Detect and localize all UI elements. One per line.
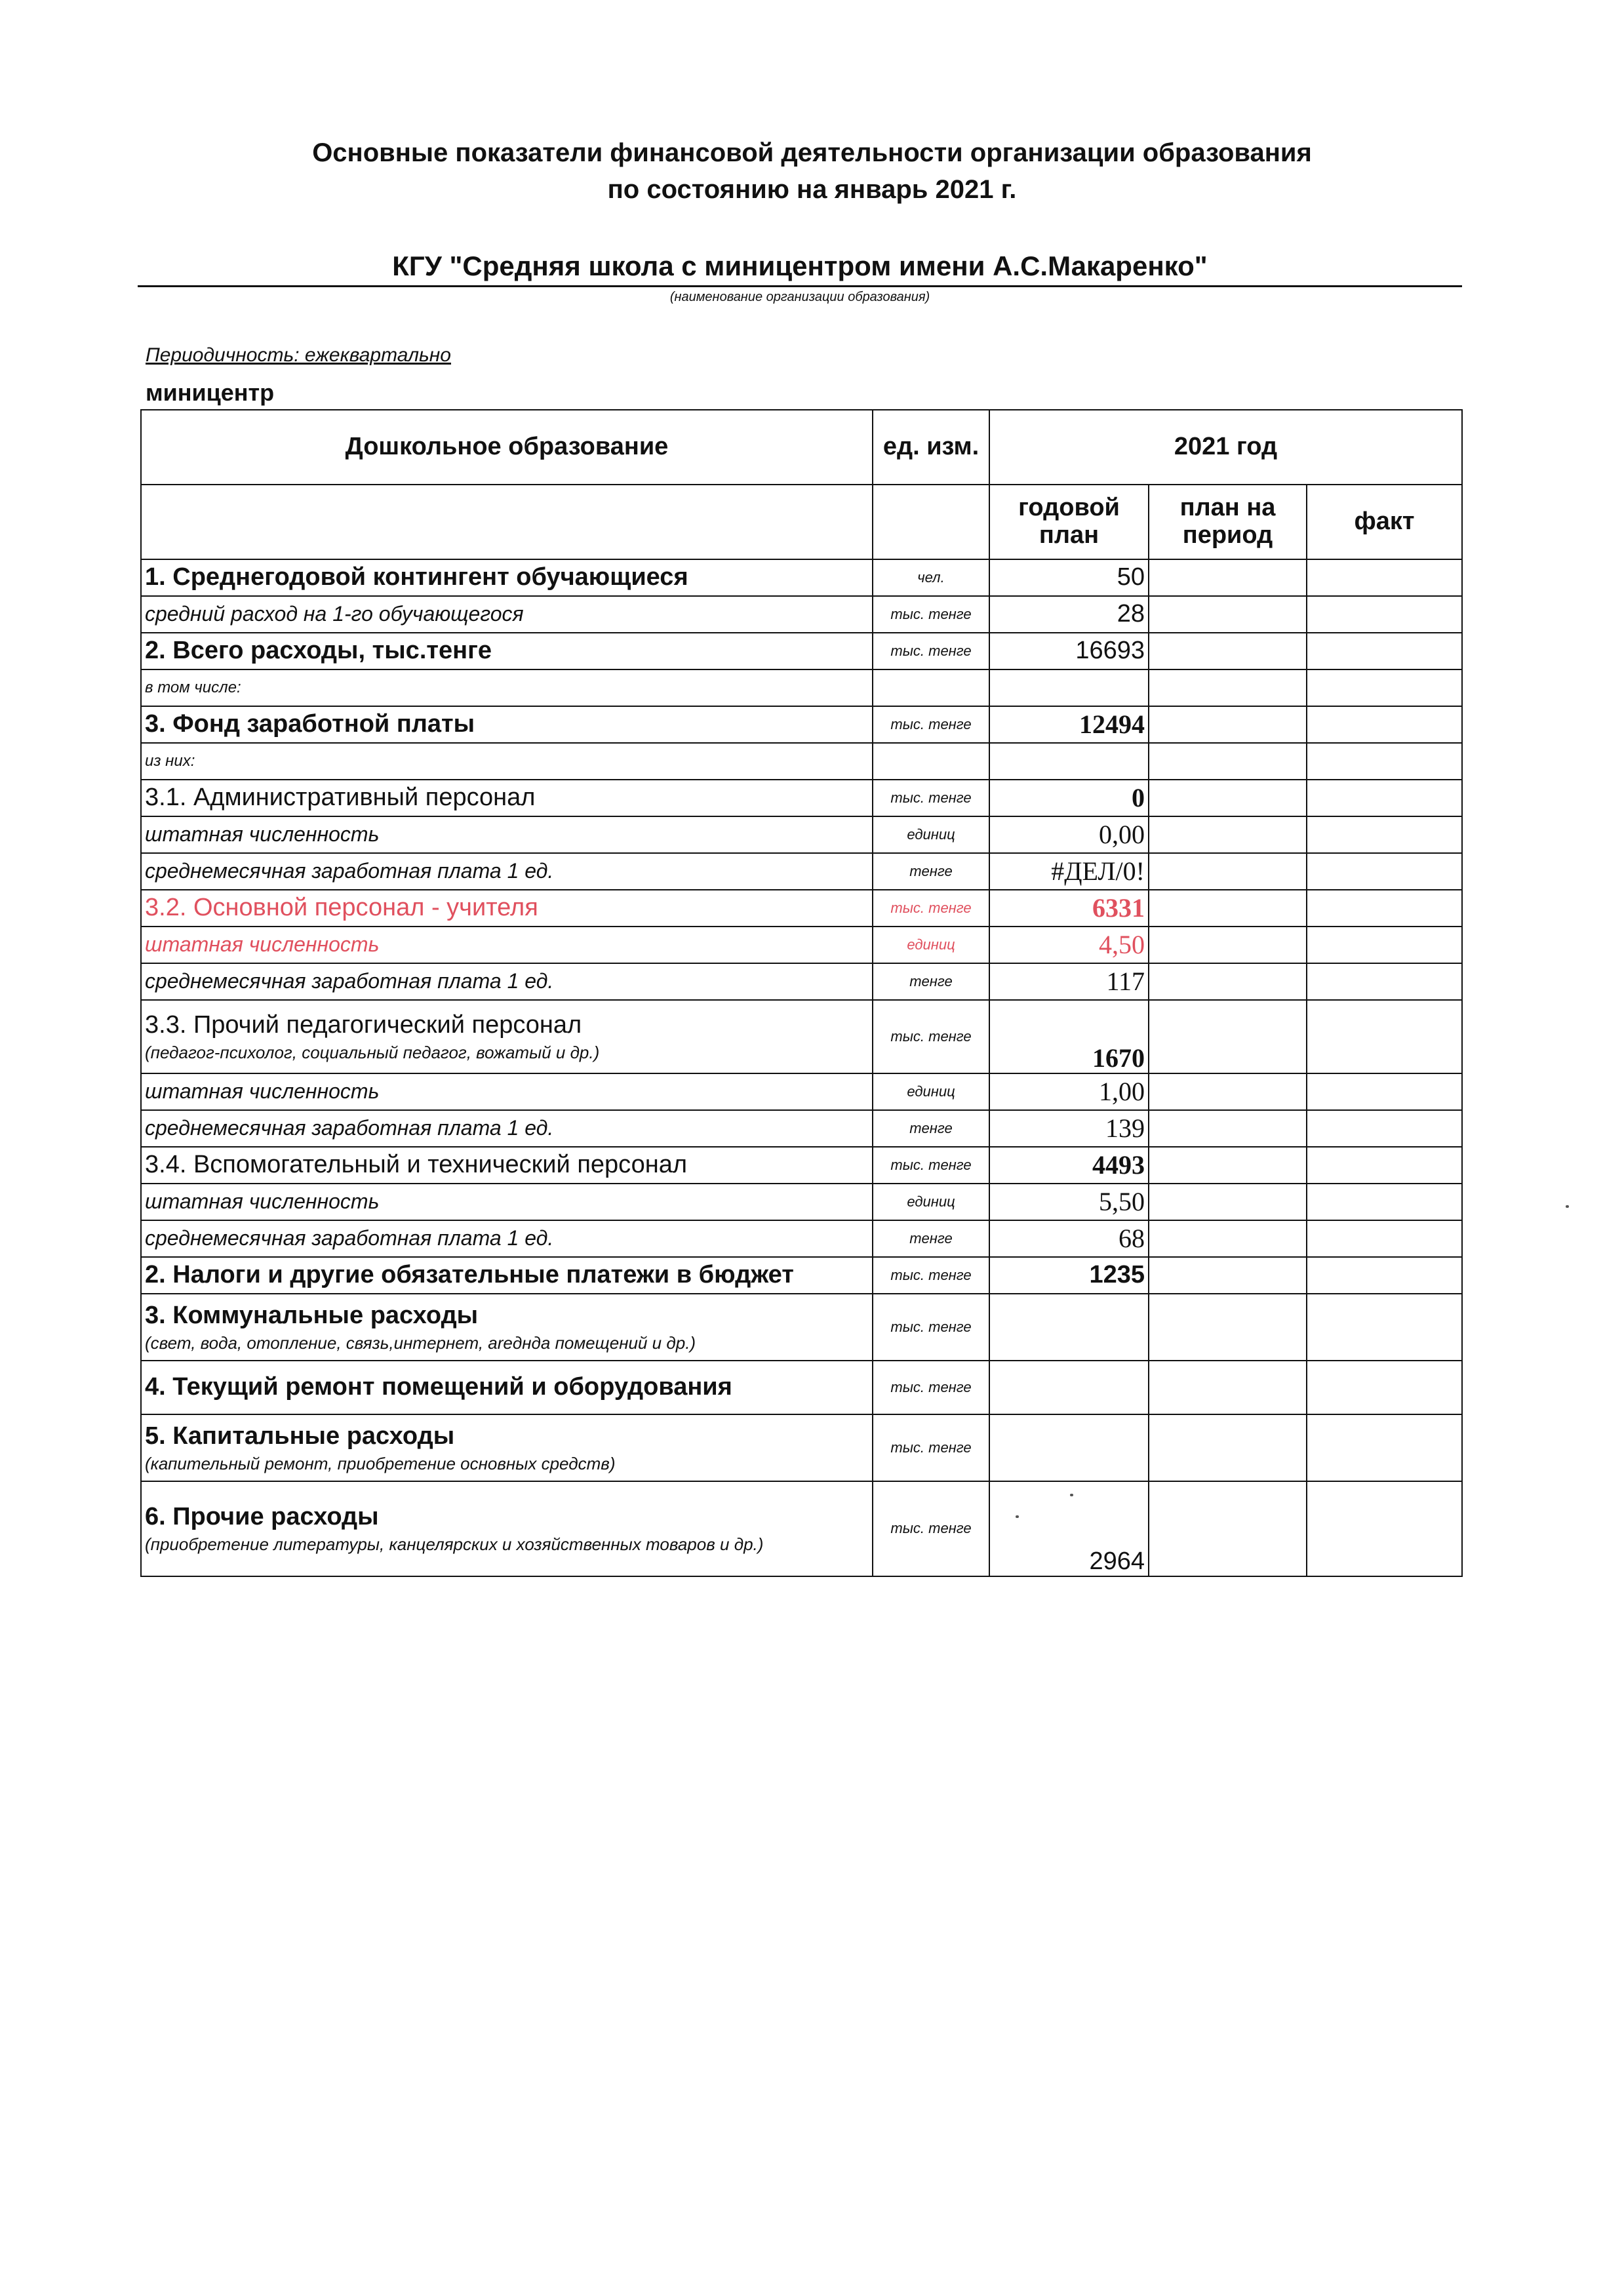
fact-value [1307, 633, 1462, 669]
unit-cell: тыс. тенге [873, 706, 989, 743]
unit-cell: тенге [873, 1220, 989, 1257]
table-row [141, 1073, 1462, 1110]
planned-annual-value: 5,50 [989, 1184, 1149, 1220]
fact-value [1307, 1294, 1462, 1361]
fact-value [1307, 1110, 1462, 1147]
row-label-cell [141, 1361, 873, 1414]
planned-annual-value: 28 [989, 596, 1149, 633]
row-label-cell [141, 596, 873, 633]
planned-annual-value: 117 [989, 963, 1149, 1000]
fact-value [1307, 1361, 1462, 1414]
row-sublabel: (приобретение литературы, канцелярских и хозяйственных товаров и др.) [145, 1534, 764, 1555]
planned-annual-value [989, 669, 1149, 706]
row-label-cell [141, 1184, 873, 1220]
planned-annual-value [989, 1414, 1149, 1481]
unit-cell: единиц [873, 927, 989, 963]
row-sublabel: (педагог-психолог, социальный педагог, вожатый и др.) [145, 1042, 600, 1062]
planned-period-value [1149, 1257, 1307, 1294]
planned-annual-value: 4493 [989, 1147, 1149, 1184]
planned-period-value [1149, 853, 1307, 890]
row-label-cell [141, 1220, 873, 1257]
unit-cell [873, 743, 989, 780]
planned-period-header [1149, 485, 1307, 559]
row-label: 3.2. Основной персонал - учителя [145, 894, 538, 922]
planned-period-value [1149, 1294, 1307, 1361]
row-label-cell [141, 1073, 873, 1110]
unit-cell: тыс. тенге [873, 1414, 989, 1481]
row-label: 3. Коммунальные расходы [145, 1301, 479, 1329]
fact-value [1307, 1073, 1462, 1110]
table-row [141, 1361, 1462, 1414]
table-row [141, 743, 1462, 780]
planned-period-value [1149, 1481, 1307, 1576]
unit-cell: чел. [873, 559, 989, 596]
unit-cell: тыс. тенге [873, 633, 989, 669]
title-line-2: по состоянию на январь 2021 г. [607, 175, 1017, 204]
unit-cell: тенге [873, 1110, 989, 1147]
planned-period-value [1149, 1361, 1307, 1414]
organization-underline [138, 285, 1462, 287]
row-label: 3.3. Прочий педагогический персонал [145, 1010, 582, 1039]
fact-value [1307, 596, 1462, 633]
scan-speck [1566, 1205, 1569, 1208]
planned-annual-value: #ДЕЛ/0! [989, 853, 1149, 890]
planned-annual-value [989, 1361, 1149, 1414]
planned-period-value [1149, 596, 1307, 633]
planned-period-value [1149, 633, 1307, 669]
planned-period-value [1149, 1000, 1307, 1073]
table-row [141, 1294, 1462, 1361]
row-label-cell [141, 1110, 873, 1147]
planned-period-value [1149, 890, 1307, 927]
fact-value [1307, 706, 1462, 743]
planned-period-value [1149, 559, 1307, 596]
table-row [141, 927, 1462, 963]
row-label: среднемесячная заработная плата 1 ед. [145, 1116, 554, 1140]
document-title [0, 134, 1624, 208]
fact-value [1307, 1220, 1462, 1257]
table-row [141, 890, 1462, 927]
row-label: штатная численность [145, 1079, 380, 1104]
title-line-1: Основные показатели финансовой деятельности организации образования [312, 138, 1312, 167]
row-label: средний расход на 1-го обучающегося [145, 602, 524, 626]
table-row [141, 853, 1462, 890]
table-row [141, 816, 1462, 853]
empty-header-cell [141, 485, 873, 559]
table-row [141, 1414, 1462, 1481]
section-label: миницентр [146, 379, 275, 406]
row-label: 5. Капитальные расходы [145, 1422, 455, 1450]
year-column-header: 2021 год [989, 410, 1462, 485]
unit-cell: тыс. тенге [873, 1147, 989, 1184]
planned-annual-value: 4,50 [989, 927, 1149, 963]
scan-speck [1016, 1515, 1019, 1518]
table-header-row [141, 410, 1462, 485]
planned-annual-value: 0 [989, 780, 1149, 816]
fact-value [1307, 890, 1462, 927]
organization-name: КГУ "Средняя школа с миницентром имени А.С.Макаренко" [392, 250, 1208, 281]
row-label-cell [141, 927, 873, 963]
planned-period-value [1149, 1073, 1307, 1110]
table-row [141, 669, 1462, 706]
row-label: среднемесячная заработная плата 1 ед. [145, 859, 554, 883]
table-row [141, 1481, 1462, 1576]
row-label-cell [141, 743, 873, 780]
table-subheader-row [141, 485, 1462, 559]
planned-period-value [1149, 669, 1307, 706]
unit-cell: тыс. тенге [873, 890, 989, 927]
unit-cell: тыс. тенге [873, 1481, 989, 1576]
unit-cell: тенге [873, 963, 989, 1000]
table-row [141, 633, 1462, 669]
row-label-cell [141, 890, 873, 927]
planned-annual-value: 1,00 [989, 1073, 1149, 1110]
row-label: среднемесячная заработная плата 1 ед. [145, 969, 554, 993]
row-label-cell [141, 853, 873, 890]
table-row [141, 706, 1462, 743]
table-row [141, 1110, 1462, 1147]
planned-annual-value: 68 [989, 1220, 1149, 1257]
fact-value [1307, 1414, 1462, 1481]
row-label-cell [141, 559, 873, 596]
row-label: 6. Прочие расходы [145, 1503, 379, 1531]
planned-period-value [1149, 1184, 1307, 1220]
unit-cell [873, 669, 989, 706]
row-label-cell [141, 1481, 873, 1576]
fact-value [1307, 1147, 1462, 1184]
row-label: 3. Фонд заработной платы [145, 710, 475, 738]
unit-cell: тыс. тенге [873, 1294, 989, 1361]
row-label: штатная численность [145, 932, 380, 957]
planned-period-value [1149, 816, 1307, 853]
planned-period-value [1149, 743, 1307, 780]
row-label-cell [141, 1000, 873, 1073]
row-label: 3.1. Административный персонал [145, 784, 536, 812]
row-label-cell [141, 963, 873, 1000]
table-row [141, 1220, 1462, 1257]
planned-period-value [1149, 1414, 1307, 1481]
planned-period-value [1149, 780, 1307, 816]
planned-annual-header [989, 485, 1149, 559]
row-label-cell [141, 669, 873, 706]
fact-value [1307, 927, 1462, 963]
planned-period-value [1149, 927, 1307, 963]
row-sublabel: (свет, вода, отопление, связь,интернет, areднда помещений и др.) [145, 1332, 696, 1353]
planned-period-value [1149, 1147, 1307, 1184]
row-label: 3.4. Вспомогательный и технический персонал [145, 1151, 688, 1179]
row-label-cell [141, 816, 873, 853]
fact-value [1307, 1184, 1462, 1220]
column-title: Дошкольное образование [141, 410, 873, 485]
planned-period-line-2: период [1182, 521, 1273, 549]
planned-period-value [1149, 963, 1307, 1000]
row-label-cell [141, 1147, 873, 1184]
fact-value [1307, 853, 1462, 890]
fact-header: факт [1307, 485, 1462, 559]
row-label: 2. Всего расходы, тыс.тенге [145, 637, 492, 665]
table-row [141, 1257, 1462, 1294]
planned-annual-value: 1670 [989, 1000, 1149, 1073]
table-row [141, 780, 1462, 816]
table-row [141, 596, 1462, 633]
planned-period-value [1149, 1110, 1307, 1147]
table-row [141, 1000, 1462, 1073]
organization-caption: (наименование организации образования) [669, 290, 930, 304]
fact-value [1307, 780, 1462, 816]
scan-speck [1070, 1494, 1073, 1496]
planned-annual-line-1: годовой [1018, 494, 1120, 522]
fact-value [1307, 1000, 1462, 1073]
fact-value [1307, 1257, 1462, 1294]
unit-cell: единиц [873, 816, 989, 853]
row-label-cell [141, 780, 873, 816]
row-label: среднемесячная заработная плата 1 ед. [145, 1226, 554, 1250]
empty-header-cell [873, 485, 989, 559]
planned-annual-value: 0,00 [989, 816, 1149, 853]
planned-annual-value: 16693 [989, 633, 1149, 669]
row-label: штатная численность [145, 822, 380, 847]
planned-annual-value: 2964 [989, 1481, 1149, 1576]
unit-cell: тенге [873, 853, 989, 890]
unit-cell: тыс. тенге [873, 1361, 989, 1414]
planned-annual-value [989, 743, 1149, 780]
row-label-cell [141, 706, 873, 743]
row-label-cell [141, 1294, 873, 1361]
row-label-cell [141, 1257, 873, 1294]
table-row [141, 559, 1462, 596]
row-label: из них: [145, 751, 195, 770]
table-row [141, 1184, 1462, 1220]
planned-annual-value [989, 1294, 1149, 1361]
fact-value [1307, 816, 1462, 853]
table-row [141, 963, 1462, 1000]
row-sublabel: (капительный ремонт, приобретение основных средств) [145, 1453, 616, 1473]
fact-value [1307, 963, 1462, 1000]
planned-annual-line-2: план [1039, 521, 1099, 549]
row-label: 4. Текущий ремонт помещений и оборудования [145, 1373, 732, 1401]
unit-cell: единиц [873, 1073, 989, 1110]
row-label-cell [141, 1414, 873, 1481]
planned-period-value [1149, 1220, 1307, 1257]
unit-cell: тыс. тенге [873, 596, 989, 633]
fact-value [1307, 1481, 1462, 1576]
unit-cell: тыс. тенге [873, 780, 989, 816]
planned-annual-value: 12494 [989, 706, 1149, 743]
fact-value [1307, 669, 1462, 706]
row-label: штатная численность [145, 1189, 380, 1214]
fact-value [1307, 743, 1462, 780]
row-label: в том числе: [145, 678, 241, 696]
planned-annual-value: 139 [989, 1110, 1149, 1147]
row-label: 1. Среднегодовой контингент обучающиеся [145, 563, 688, 591]
planned-annual-value: 6331 [989, 890, 1149, 927]
financial-table [140, 409, 1463, 1577]
row-label-cell [141, 633, 873, 669]
planned-annual-value: 50 [989, 559, 1149, 596]
fact-value [1307, 559, 1462, 596]
planned-period-value [1149, 706, 1307, 743]
unit-cell: тыс. тенге [873, 1257, 989, 1294]
planned-annual-value: 1235 [989, 1257, 1149, 1294]
row-label: 2. Налоги и другие обязательные платежи в бюджет [145, 1261, 794, 1289]
unit-cell: единиц [873, 1184, 989, 1220]
unit-cell: тыс. тенге [873, 1000, 989, 1073]
planned-period-line-1: план на [1179, 494, 1276, 522]
unit-column-header: ед. изм. [873, 410, 989, 485]
periodicity-label: Периодичность: ежеквартально [146, 344, 451, 366]
table-row [141, 1147, 1462, 1184]
